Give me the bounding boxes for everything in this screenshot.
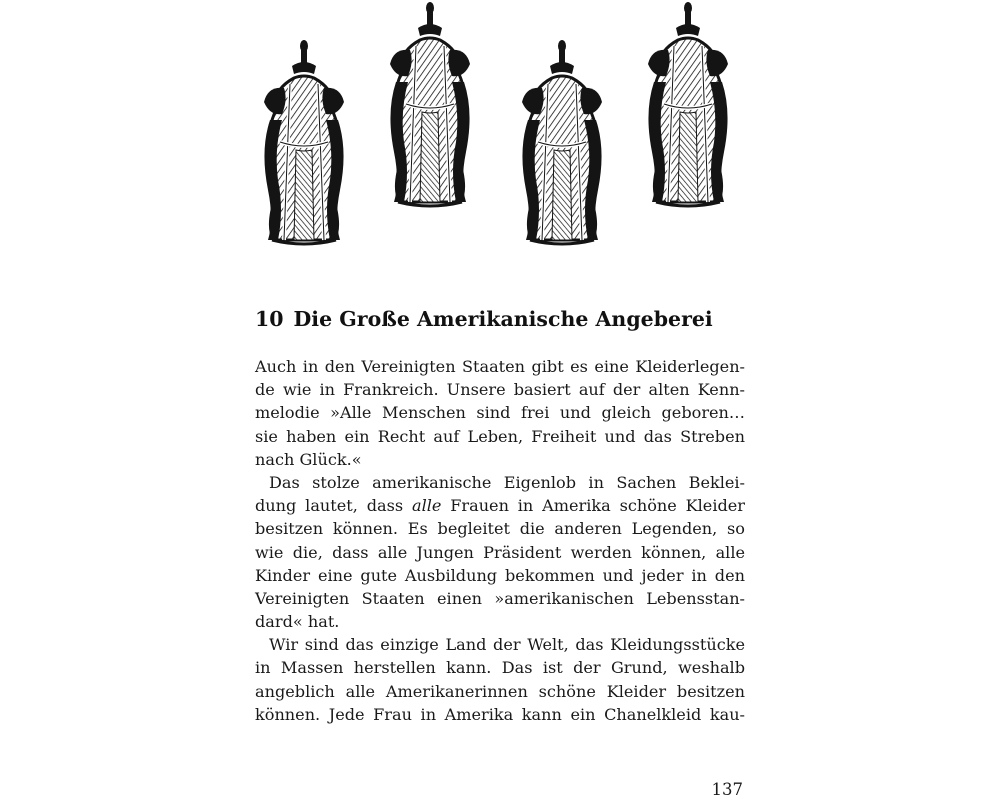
text-line: Wir sind das einzige Land der Welt, das Kleidungsstücke [269,635,745,655]
dress-form-figure [648,2,728,206]
dress-forms-illustration [252,0,748,250]
dress-form-figure [522,40,602,244]
emphasis: alle [411,496,442,516]
text-run: Frauen in Amerika schöne Kleider [441,496,745,516]
text-line: wie die, dass alle Jungen Präsident werden können, alle [255,542,745,562]
chapter-heading [255,307,755,331]
text-line: besitzen können. Es begleitet die anderen Legenden, so [255,519,745,539]
text-line: Kinder eine gute Ausbildung bekommen und jeder in den [255,565,745,585]
dress-form-figure [264,40,344,244]
chapter-title: Die Große Amerikanische Angeberei [293,307,713,331]
body-text [255,355,745,726]
text-line: Vereinigten Staaten einen »amerikanischen Lebensstan- [255,588,745,608]
text-line [255,494,745,517]
text-line: dard« hat. [255,612,340,632]
text-line: angeblich alle Amerikanerinnen schöne Kleider besitzen [255,681,745,701]
text-line: sie haben ein Recht auf Leben, Freiheit und das Streben [255,426,745,446]
text-line: Das stolze amerikanische Eigenlob in Sachen Beklei- [269,472,745,492]
text-line: de wie in Frankreich. Unsere basiert auf der alten Kenn- [255,380,745,400]
chapter-number: 10 [255,307,284,331]
text-line: können. Jede Frau in Amerika kann ein Chanelkleid kau- [255,704,745,724]
text-run: dung lautet, dass [255,496,412,516]
dress-form-figure [390,2,470,206]
text-line: nach Glück.« [255,449,362,469]
text-line: Auch in den Vereinigten Staaten gibt es eine Kleiderlegen- [255,357,745,376]
page-number: 137 [711,780,743,799]
text-line: in Massen herstellen kann. Das ist der Grund, weshalb [255,658,745,678]
text-line: melodie »Alle Menschen sind frei und gleich geboren… [255,403,745,423]
